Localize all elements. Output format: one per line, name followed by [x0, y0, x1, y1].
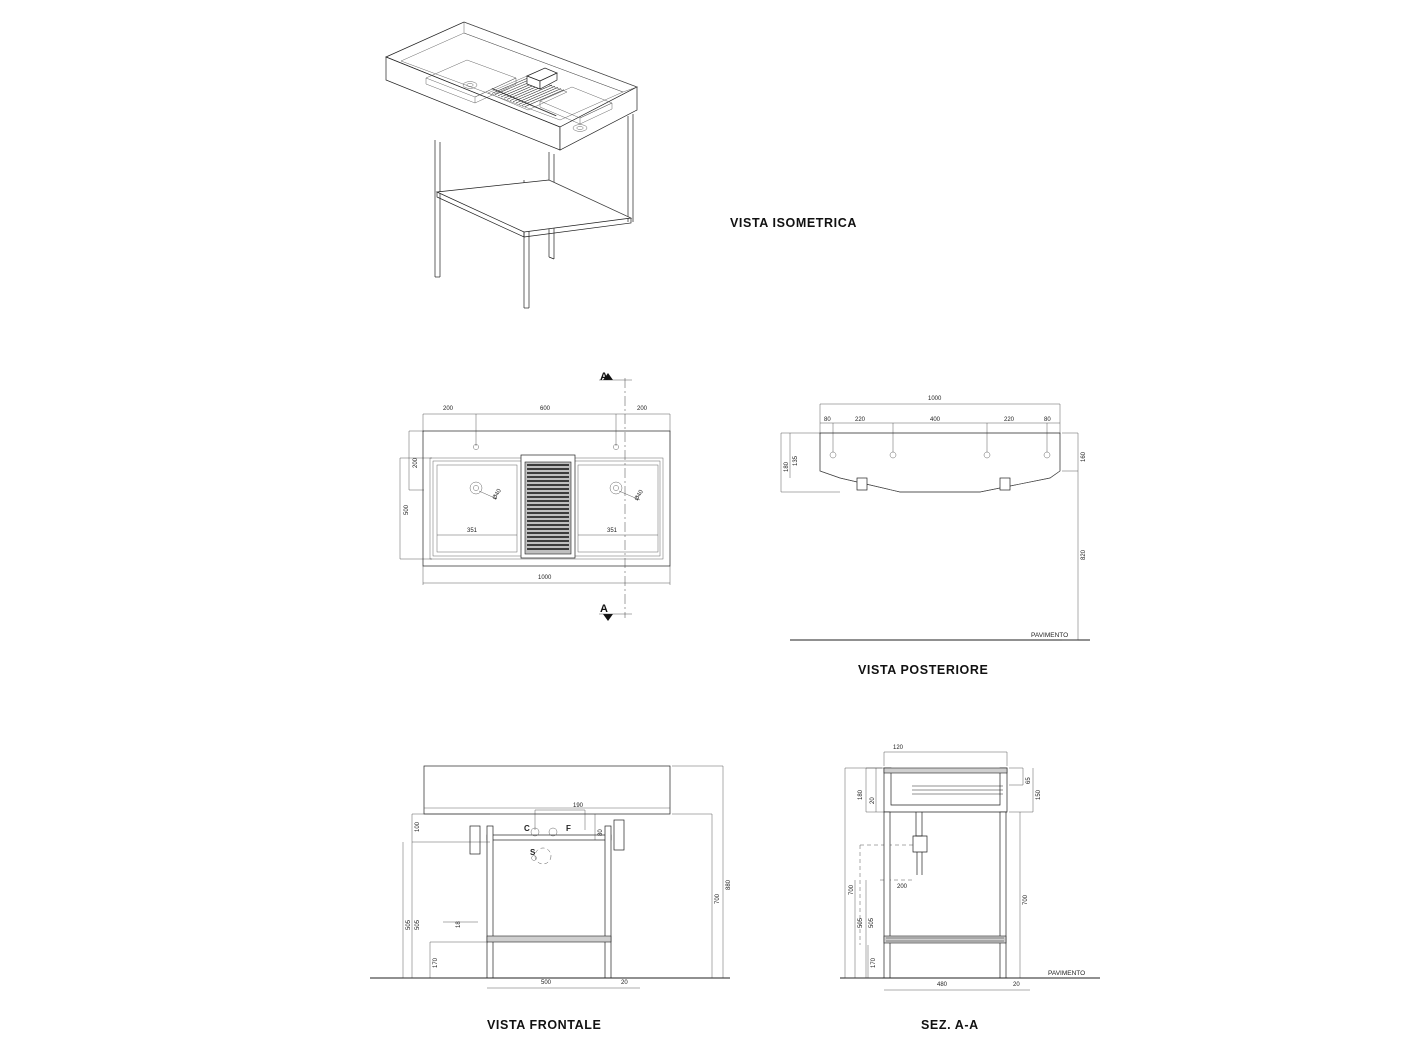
rearview-dim-160: 160	[1081, 451, 1087, 462]
frontview-dim-500: 500	[541, 980, 552, 986]
rearview-dim-220a: 220	[855, 417, 866, 423]
frontview-dim-100: 100	[415, 821, 421, 832]
label-sezione-aa: SEZ. A-A	[921, 1018, 979, 1032]
rearview-dim-180: 180	[784, 461, 790, 472]
sectionview-dim-20b: 20	[1013, 982, 1020, 988]
frontview-dim-190: 190	[573, 803, 584, 809]
frontview-dim-20: 20	[621, 980, 628, 986]
topview-dim-200-left: 200	[443, 406, 454, 412]
frontview-dim-505a: 505	[406, 919, 412, 930]
sectionview-dim-505b: 505	[869, 917, 875, 928]
rearview-dim-135: 135	[793, 455, 799, 466]
sectionview-floor-label: PAVIMENTO	[1048, 970, 1086, 977]
topview-dim-1000: 1000	[538, 575, 552, 581]
frontview-label-s: S	[530, 848, 536, 857]
label-vista-isometrica: VISTA ISOMETRICA	[730, 216, 857, 230]
topview-dim-600: 600	[540, 406, 551, 412]
sectionview-dim-700b: 700	[1023, 894, 1029, 905]
frontview-dim-505b: 505	[415, 919, 421, 930]
topview-hole-right: Ø40	[634, 489, 645, 502]
topview-dim-200-v: 200	[413, 457, 419, 468]
frontview-dim-700: 700	[715, 893, 721, 904]
rearview-dim-1000: 1000	[928, 396, 942, 402]
sectionview-dim-180: 180	[858, 789, 864, 800]
topview-bowl-left-351: 351	[467, 528, 478, 534]
rearview-floor-label: PAVIMENTO	[1031, 632, 1069, 639]
label-vista-frontale: VISTA FRONTALE	[487, 1018, 602, 1032]
section-marker-top: A	[600, 371, 609, 383]
sectionview-dim-150: 150	[1036, 789, 1042, 800]
topview-dim-500-v: 500	[404, 504, 410, 515]
frontview-label-f: F	[566, 824, 571, 833]
sectionview-dim-200: 200	[897, 884, 908, 890]
sectionview-dim-65: 65	[1026, 777, 1032, 784]
topview-dim-200-right: 200	[637, 406, 648, 412]
frontview-dim-170: 170	[433, 957, 439, 968]
rearview-dim-400: 400	[930, 417, 941, 423]
frontview-dim-80: 80	[598, 829, 604, 836]
rearview-dim-820: 820	[1081, 549, 1087, 560]
sectionview-dim-170: 170	[871, 957, 877, 968]
topview-hole-left: Ø40	[492, 488, 503, 501]
rearview-dim-80b: 80	[1044, 417, 1051, 423]
sectionview-dim-700a: 700	[849, 884, 855, 895]
sectionview-dim-480: 480	[937, 982, 948, 988]
sectionview-dim-120: 120	[893, 745, 904, 751]
sectionview-dim-505: 505	[858, 917, 864, 928]
section-marker-bottom: A	[600, 603, 609, 615]
frontview-dim-880: 880	[726, 879, 732, 890]
rearview-dim-80a: 80	[824, 417, 831, 423]
frontview-dim-18: 18	[456, 921, 462, 928]
rearview-dim-220b: 220	[1004, 417, 1015, 423]
topview-bowl-right-351: 351	[607, 528, 618, 534]
sectionview-dim-20: 20	[870, 797, 876, 804]
frontview-label-c: C	[524, 824, 530, 833]
label-vista-posteriore: VISTA POSTERIORE	[858, 663, 989, 677]
